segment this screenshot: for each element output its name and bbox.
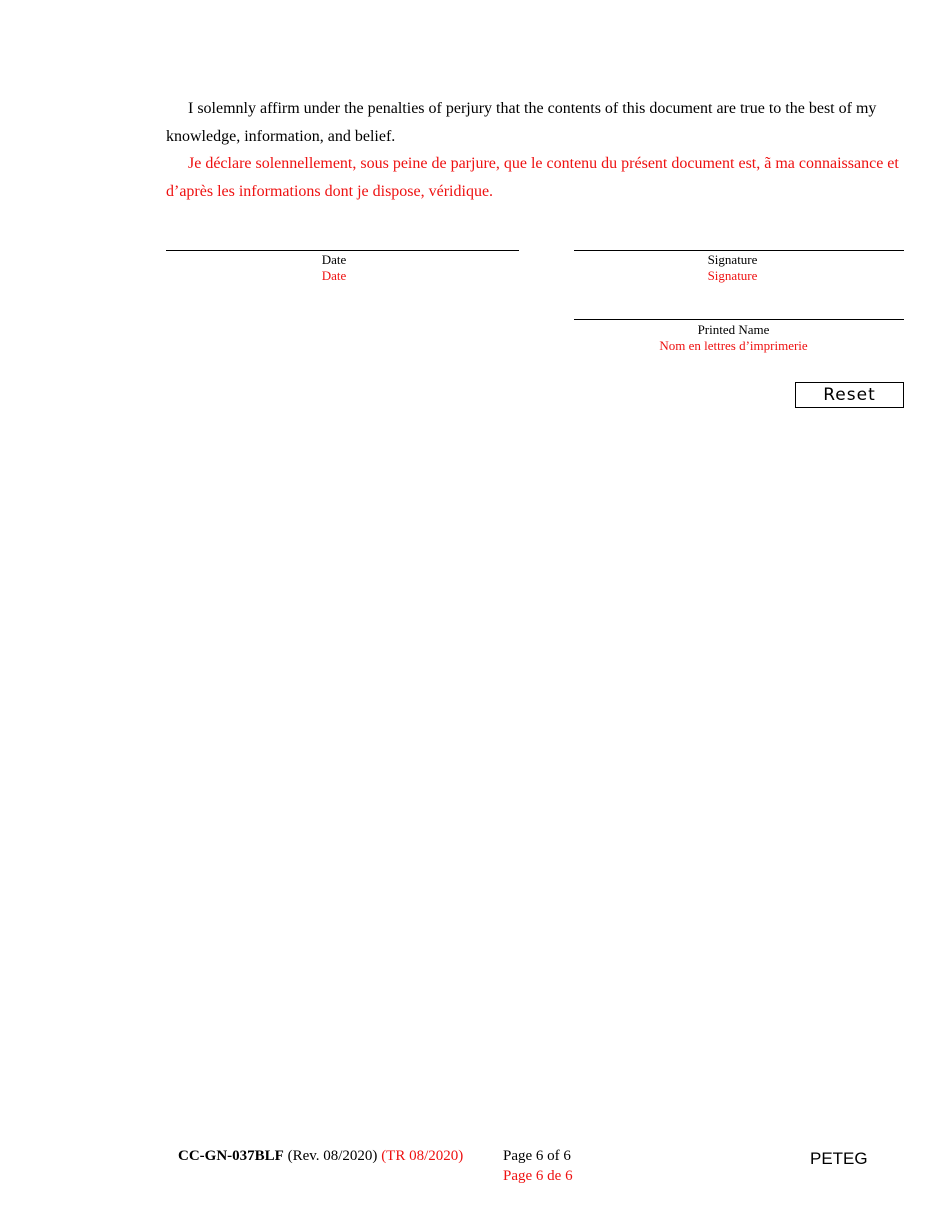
form-revision: (Rev. 08/2020) xyxy=(287,1148,378,1164)
printed-name-label-fr: Nom en lettres d’imprimerie xyxy=(659,338,808,353)
page-number-en: Page 6 of 6 xyxy=(503,1148,571,1164)
page-number-fr: Page 6 de 6 xyxy=(503,1168,573,1184)
signature-label-en: Signature xyxy=(707,252,758,267)
signature-line[interactable] xyxy=(574,250,904,251)
signature-label-fr: Signature xyxy=(707,268,758,283)
date-label-en: Date xyxy=(321,252,347,267)
date-line[interactable] xyxy=(166,250,519,251)
date-label-fr: Date xyxy=(321,268,347,283)
form-identifier xyxy=(178,1146,463,1166)
affirmation-french: Je déclare solennellement, sous peine de parjure, que le contenu du présent document est, ã ma connaissance et d’après les informations dont je dispose, véridique. xyxy=(166,155,899,200)
form-number: CC-GN-037BLF xyxy=(178,1148,284,1164)
printed-name-label-en: Printed Name xyxy=(697,322,770,337)
signature-caption xyxy=(574,252,891,284)
form-translation: (TR 08/2020) xyxy=(381,1148,464,1164)
printed-name-line[interactable] xyxy=(574,319,904,320)
page-number xyxy=(503,1146,573,1186)
form-code: PETEG xyxy=(810,1149,868,1168)
affirmation-english: I solemnly affirm under the penalties of perjury that the contents of this document are true to the best of my knowledge, information, and belief. xyxy=(166,100,877,145)
reset-button[interactable]: Reset xyxy=(795,382,904,408)
printed-name-caption xyxy=(574,322,893,354)
date-caption xyxy=(166,252,502,284)
